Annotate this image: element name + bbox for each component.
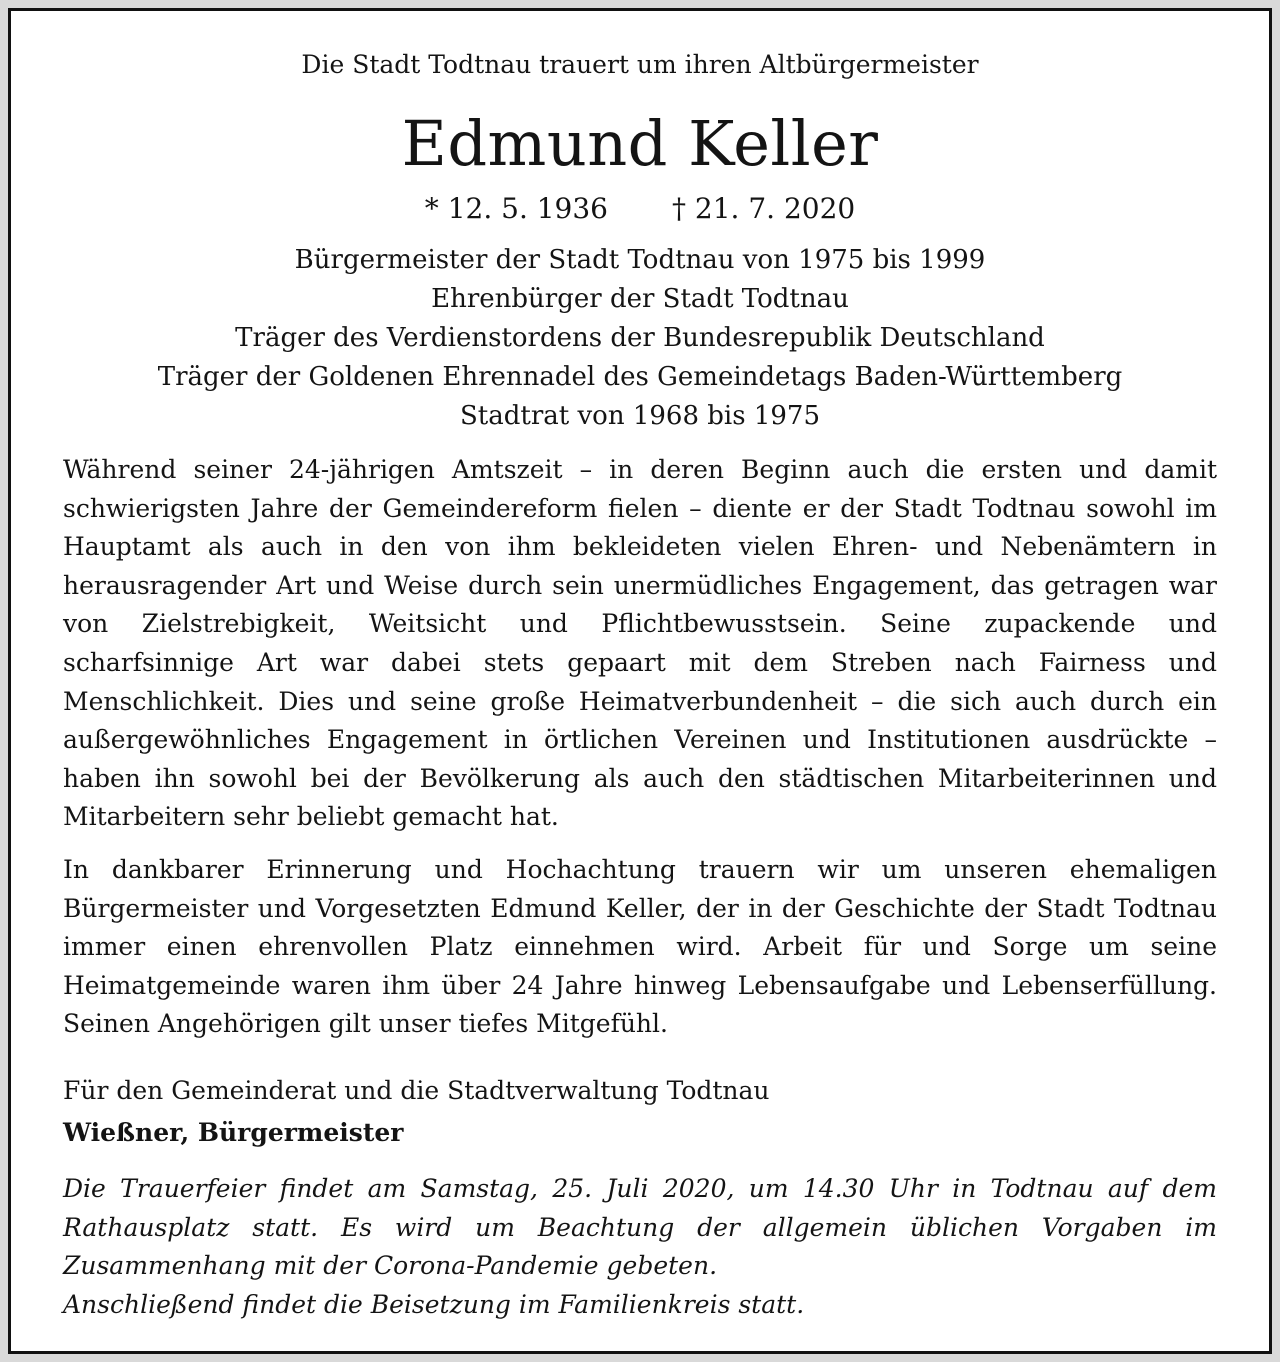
death-date: † 21. 7. 2020 [672, 192, 856, 225]
deceased-name: Edmund Keller [401, 107, 879, 180]
honor-line: Träger des Verdienstordens der Bundesrepublik Deutschland [235, 323, 1045, 353]
honor-line: Träger der Goldenen Ehrennadel des Gemeindetags Baden-Württemberg [157, 362, 1123, 392]
funeral-line: Anschließend findet die Beisetzung im Familienkreis statt. [63, 1289, 805, 1319]
honor-line: Bürgermeister der Stadt Todtnau von 1975 bis 1999 [294, 245, 986, 275]
signature-line: Für den Gemeinderat und die Stadtverwaltung Todtnau [63, 1076, 770, 1105]
tribute-text [63, 451, 1217, 1044]
obituary-content [63, 11, 1217, 1351]
honor-line: Ehrenbürger der Stadt Todtnau [431, 284, 849, 314]
obituary-frame [8, 8, 1272, 1354]
funeral-line: Die Trauerfeier findet am Samstag, 25. Juli 2020, um 14.30 Uhr in Todtnau auf dem Rathausplatz statt. Es wird um Beachtung der allgemein üblichen Vorgaben im Zusammenhang mit der Corona-Pandemie gebeten. [63, 1174, 1217, 1280]
intro-line: Die Stadt Todtnau trauert um ihren Altbürgermeister [301, 50, 979, 79]
funeral-notice [63, 1170, 1217, 1324]
life-dates [63, 191, 1217, 227]
signature-name: Wießner, Bürgermeister [63, 1118, 404, 1147]
honor-line: Stadtrat von 1968 bis 1975 [459, 401, 820, 431]
tribute-paragraph: Während seiner 24-jährigen Amtszeit – in deren Beginn auch die ersten und damit schwierigsten Jahre der Gemeindereform fielen – diente er der Stadt Todtnau sowohl im Hauptamt als auch in den von ihm bekleideten vielen Ehren- und Nebenämtern in herausragender Art und Weise durch sein unermüdliches Engagement, das getragen war von Zielstrebigkeit, Weitsicht und Pflichtbewusstsein. Seine zupackende und scharfsinnige Art war dabei stets gepaart mit dem Streben nach Fairness und Menschlichkeit. Dies und seine große Heimatverbundenheit – die sich auch durch ein außergewöhnliches Engagement in örtlichen Vereinen und Institutionen ausdrückte – haben ihn sowohl bei der Bevölkerung als auch den städtischen Mitarbeiterinnen und Mitarbeitern sehr beliebt gemacht hat. [63, 455, 1217, 832]
tribute-paragraph: In dankbarer Erinnerung und Hochachtung trauern wir um unseren ehemaligen Bürgermeister und Vorgesetzten Edmund Keller, der in der Geschichte der Stadt Todtnau immer einen ehrenvollen Platz einnehmen wird. Arbeit für und Sorge um seine Heimatgemeinde waren ihm über 24 Jahre hinweg Lebensaufgabe und Lebenserfüllung. Seinen Angehörigen gilt unser tiefes Mitgefühl. [63, 854, 1217, 1039]
honors-list [63, 241, 1217, 436]
birth-date: * 12. 5. 1936 [424, 192, 608, 225]
